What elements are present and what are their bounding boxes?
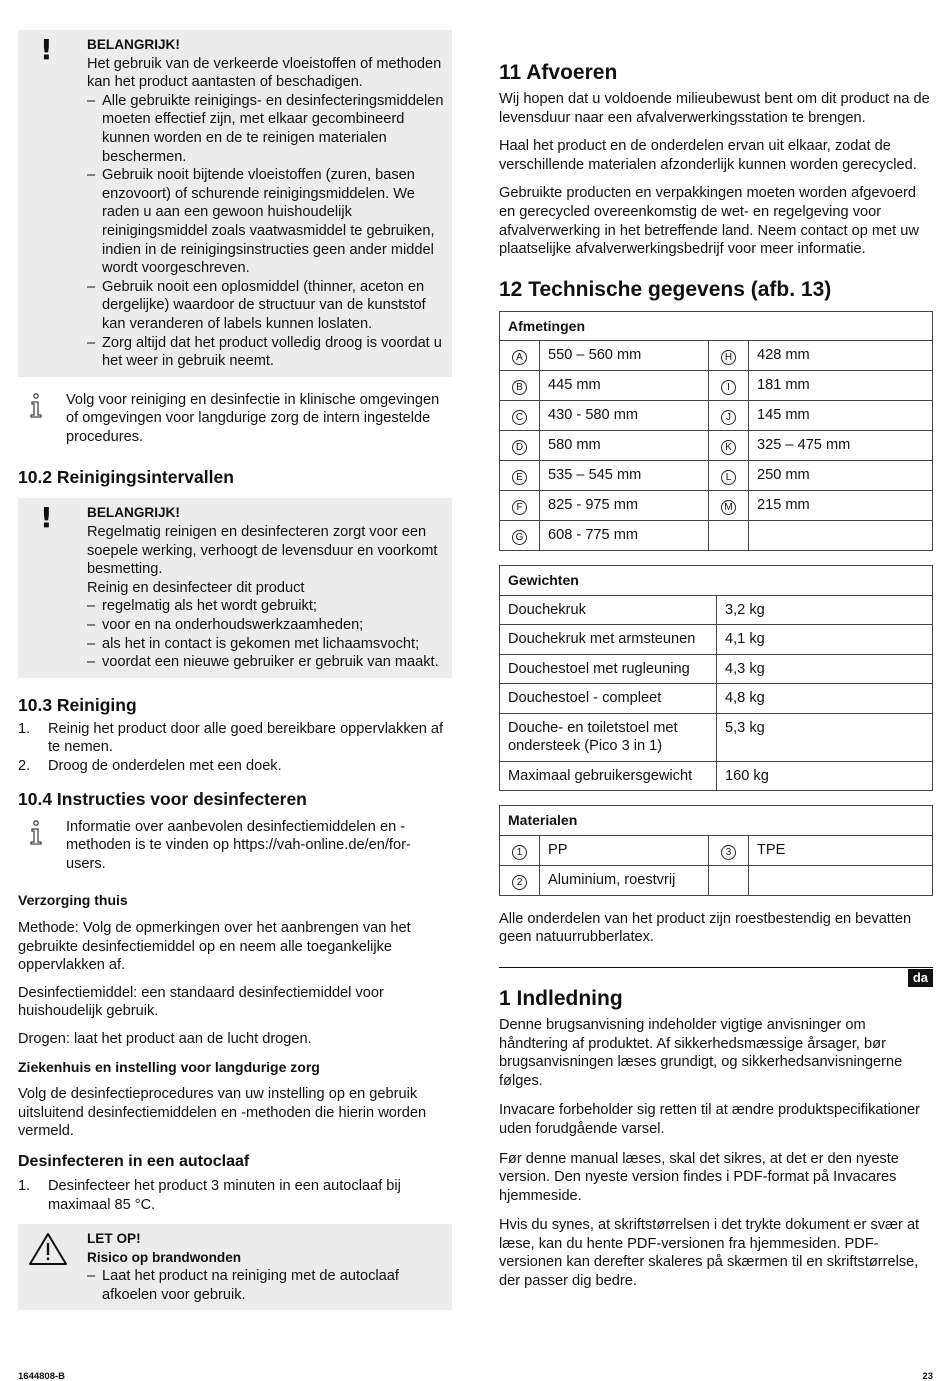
table-header: Gewichten bbox=[500, 566, 933, 596]
material-symbol bbox=[500, 865, 540, 895]
subheading-home-care: Verzorging thuis bbox=[18, 892, 128, 909]
circled-symbol: A bbox=[512, 350, 527, 365]
table-row bbox=[500, 341, 933, 371]
table-row bbox=[500, 835, 933, 865]
section-heading-12: 12 Technische gegevens (afb. 13) bbox=[499, 277, 832, 301]
weight-value: 160 kg bbox=[717, 761, 933, 791]
circled-symbol: I bbox=[721, 380, 736, 395]
paragraph: Alle onderdelen van het product zijn roestbestendig en bevatten geen natuurrubberlatex. bbox=[499, 910, 912, 946]
circled-symbol: F bbox=[512, 500, 527, 515]
weight-value: 5,3 kg bbox=[717, 713, 933, 761]
exclamation-icon: ! bbox=[40, 33, 53, 66]
caution-notice-box bbox=[18, 1224, 452, 1310]
weight-label: Maximaal gebruikersgewicht bbox=[500, 761, 717, 791]
weight-value: 3,2 kg bbox=[717, 595, 933, 625]
dimension-value: 215 mm bbox=[749, 491, 933, 521]
dimension-value: 608 - 775 mm bbox=[540, 521, 709, 551]
circled-symbol: D bbox=[512, 440, 527, 455]
material-symbol bbox=[500, 835, 540, 865]
circled-symbol: K bbox=[721, 440, 736, 455]
language-divider bbox=[499, 967, 933, 985]
weight-label: Douchestoel met rugleuning bbox=[500, 654, 717, 684]
step-item: 2. Droog de onderdelen met een doek. bbox=[18, 758, 282, 774]
dimension-symbol bbox=[709, 431, 749, 461]
dimension-symbol bbox=[709, 371, 749, 401]
table-row bbox=[500, 491, 933, 521]
section-heading-10-4: 10.4 Instructies voor desinfecteren bbox=[18, 788, 307, 809]
paragraph: Volg de desinfectieprocedures van uw instelling op en gebruik uitsluitend desinfectiemiddelen en -methoden die hierin worden vermeld. bbox=[18, 1086, 427, 1140]
circled-symbol: L bbox=[721, 470, 736, 485]
dimension-value: 250 mm bbox=[749, 461, 933, 491]
circled-symbol: B bbox=[512, 380, 527, 395]
info-text: Informatie over aanbevolen desinfectiemiddelen en -methoden is te vinden op https://vah-online.de/en/for-users. bbox=[66, 818, 411, 872]
paragraph: Hvis du synes, at skriftstørrelsen i det trykte dokument er svær at læse, kan du hente PDF-versionen fra hjemmesiden. PDF-versionen kan derefter skaleres på skærmen til en skriftstørrelse, der passer dig bedre. bbox=[499, 1217, 920, 1290]
exclamation-icon: ! bbox=[40, 501, 53, 535]
important-notice-box bbox=[18, 498, 452, 677]
language-badge: da bbox=[908, 969, 933, 987]
material-symbol bbox=[709, 865, 749, 895]
info-icon bbox=[28, 393, 44, 419]
dimension-symbol bbox=[500, 341, 540, 371]
steps-list bbox=[18, 720, 452, 776]
notice-item: – Gebruik nooit een oplosmiddel (thinner, aceton en dergelijke) waardoor de structuur van de kunststof kan veranderen of labels kunnen loslaten. bbox=[87, 278, 444, 334]
weight-label: Douchekruk met armsteunen bbox=[500, 625, 717, 655]
dimension-symbol bbox=[709, 521, 749, 551]
weight-label: Douche- en toiletstoel met ondersteek (Pico 3 in 1) bbox=[500, 713, 717, 761]
material-value: TPE bbox=[749, 835, 933, 865]
notice-item: – voordat een nieuwe gebruiker er gebruik van maakt. bbox=[87, 653, 444, 672]
table-row bbox=[500, 654, 933, 684]
notice-title: BELANGRIJK! bbox=[87, 37, 180, 52]
dimension-value: 145 mm bbox=[749, 401, 933, 431]
section-heading-10-3: 10.3 Reiniging bbox=[18, 694, 137, 715]
table-row bbox=[500, 713, 933, 761]
weight-label: Douchestoel - compleet bbox=[500, 684, 717, 714]
dimension-symbol bbox=[709, 401, 749, 431]
dimension-value: 825 - 975 mm bbox=[540, 491, 709, 521]
table-row bbox=[500, 625, 933, 655]
dimension-symbol bbox=[709, 491, 749, 521]
dimension-value: 181 mm bbox=[749, 371, 933, 401]
paragraph: Denne brugsanvisning indeholder vigtige anvisninger om håndtering af produktet. Af sikkerhedsmæssige årsager, bør brugsanvisningen læses grundigt, og sikkerhedsanvisningerne følges. bbox=[499, 1016, 903, 1089]
table-row bbox=[500, 865, 933, 895]
circled-symbol: 2 bbox=[512, 875, 527, 890]
paragraph: Invacare forbeholder sig retten til at ændre produktspecifikationer uden forudgående varsel. bbox=[499, 1102, 921, 1137]
paragraph: Gebruikte producten en verpakkingen moeten worden afgevoerd en gerecycled overeenkomstig de wet- en regelgeving voor afvalverwerking in het betreffende land. Neem contact op met uw plaatselijke afvalverwerkingsbedrijf voor meer informatie. bbox=[499, 185, 919, 258]
weight-label: Douchekruk bbox=[500, 595, 717, 625]
right-column bbox=[499, 0, 933, 1291]
notice-item: – Alle gebruikte reinigings- en desinfecteringsmiddelen moeten effectief zijn, met elkaar gecombineerd kunnen worden en de te reinigen materialen beschermen. bbox=[87, 92, 444, 166]
paragraph: Desinfectiemiddel: een standaard desinfectiemiddel voor huishoudelijk gebruik. bbox=[18, 984, 384, 1020]
dimension-value: 428 mm bbox=[749, 341, 933, 371]
circled-symbol: G bbox=[512, 530, 527, 545]
weights-table bbox=[499, 565, 933, 791]
notice-intro: Regelmatig reinigen en desinfecteren zorgt voor een soepele werking, verhoogt de levensduur en voorkomt besmetting. bbox=[87, 524, 438, 578]
material-value: Aluminium, roestvrij bbox=[540, 865, 709, 895]
circled-symbol: 1 bbox=[512, 845, 527, 860]
warning-triangle-icon bbox=[28, 1232, 68, 1266]
weight-value: 4,8 kg bbox=[717, 684, 933, 714]
paragraph: Haal het product en de onderdelen ervan uit elkaar, zodat de verschillende materialen afzonderlijk kunnen worden gerecycled. bbox=[499, 138, 917, 173]
paragraph: Methode: Volg de opmerkingen over het aanbrengen van het gebruikte desinfectiemiddel op en neem alle toegankelijke oppervlakken af. bbox=[18, 919, 411, 974]
info-note bbox=[18, 391, 452, 447]
dimension-value: 445 mm bbox=[540, 371, 709, 401]
circled-symbol: C bbox=[512, 410, 527, 425]
dimensions-table bbox=[499, 311, 933, 552]
dimension-symbol bbox=[500, 521, 540, 551]
info-text: Volg voor reiniging en desinfectie in klinische omgevingen of omgevingen voor langdurige zorg de intern ingestelde procedures. bbox=[66, 391, 440, 445]
table-header: Materialen bbox=[500, 806, 933, 836]
table-header: Afmetingen bbox=[500, 311, 933, 341]
circled-symbol: H bbox=[721, 350, 736, 365]
section-heading-10-2: 10.2 Reinigingsintervallen bbox=[18, 467, 234, 488]
dimension-symbol bbox=[709, 341, 749, 371]
table-row bbox=[500, 761, 933, 791]
circled-symbol: 3 bbox=[721, 845, 736, 860]
notice-item: – als het in contact is gekomen met lichaamsvocht; bbox=[87, 635, 444, 654]
dimension-symbol bbox=[500, 431, 540, 461]
dimension-value: 550 – 560 mm bbox=[540, 341, 709, 371]
circled-symbol: J bbox=[721, 410, 736, 425]
table-row bbox=[500, 595, 933, 625]
important-notice-box bbox=[18, 30, 452, 377]
table-row bbox=[500, 521, 933, 551]
dimension-symbol bbox=[500, 401, 540, 431]
notice-item: – regelmatig als het wordt gebruikt; bbox=[87, 597, 444, 616]
paragraph: Drogen: laat het product aan de lucht drogen. bbox=[18, 1030, 312, 1047]
notice-item: – Gebruik nooit bijtende vloeistoffen (zuren, basen enzovoort) of schurende reinigingsmiddelen. We raden u aan een gewoon huishoudelijk reinigingsmiddel zoals vaatwasmiddel te gebruiken, indien in de reinigingsinstructies geen ander middel wordt voorgeschreven. bbox=[87, 166, 444, 278]
dimension-symbol bbox=[709, 461, 749, 491]
material-value: PP bbox=[540, 835, 709, 865]
info-note bbox=[18, 818, 452, 874]
page-number: 23 bbox=[922, 1371, 933, 1381]
dimension-value bbox=[749, 521, 933, 551]
circled-symbol: E bbox=[512, 470, 527, 485]
table-row bbox=[500, 371, 933, 401]
notice-intro-2: Reinig en desinfecteer dit product bbox=[87, 579, 305, 596]
dimension-value: 535 – 545 mm bbox=[540, 461, 709, 491]
weight-value: 4,3 kg bbox=[717, 654, 933, 684]
paragraph: Før denne manual læses, skal det sikres, at det er den nyeste version. Den nyeste version findes i PDF-format på Invacares hjemmeside. bbox=[499, 1150, 899, 1204]
document-number: 1644808-B bbox=[18, 1371, 66, 1381]
subheading-autoclave: Desinfecteren in een autoclaaf bbox=[18, 1152, 250, 1170]
notice-item: – Zorg altijd dat het product volledig droog is voordat u het weer in gebruik neemt. bbox=[87, 334, 444, 371]
dimension-symbol bbox=[500, 461, 540, 491]
dimension-symbol bbox=[500, 491, 540, 521]
notice-title: BELANGRIJK! bbox=[87, 505, 180, 521]
info-icon bbox=[28, 820, 44, 846]
dimension-value: 325 – 475 mm bbox=[749, 431, 933, 461]
subheading-hospital: Ziekenhuis en instelling voor langdurige zorg bbox=[18, 1058, 320, 1075]
notice-title: LET OP! bbox=[87, 1231, 141, 1247]
material-symbol bbox=[709, 835, 749, 865]
table-row bbox=[500, 431, 933, 461]
material-value bbox=[749, 865, 933, 895]
notice-item: – voor en na onderhoudswerkzaamheden; bbox=[87, 616, 444, 635]
circled-symbol: M bbox=[721, 500, 736, 515]
left-column bbox=[18, 0, 452, 1310]
notice-item: – Laat het product na reiniging met de autoclaaf afkoelen voor gebruik. bbox=[87, 1267, 444, 1304]
weight-value: 4,1 kg bbox=[717, 625, 933, 655]
table-row bbox=[500, 684, 933, 714]
section-heading-1: 1 Indledning bbox=[499, 986, 623, 1010]
notice-intro: Het gebruik van de verkeerde vloeistoffen of methoden kan het product aantasten of beschadigen. bbox=[87, 55, 442, 91]
section-heading-11: 11 Afvoeren bbox=[499, 61, 618, 84]
table-row bbox=[500, 461, 933, 491]
paragraph: Wij hopen dat u voldoende milieubewust bent om dit product na de levensduur naar een afvalverwerkingsstation te brengen. bbox=[499, 91, 930, 126]
step-item: 1. Desinfecteer het product 3 minuten in een autoclaaf bij maximaal 85 °C. bbox=[18, 1177, 401, 1213]
materials-table bbox=[499, 805, 933, 896]
table-row bbox=[500, 401, 933, 431]
dimension-symbol bbox=[500, 371, 540, 401]
dimension-value: 580 mm bbox=[540, 431, 709, 461]
notice-subtitle: Risico op brandwonden bbox=[87, 1249, 242, 1265]
dimension-value: 430 - 580 mm bbox=[540, 401, 709, 431]
step-item: 1. Reinig het product door alle goed bereikbare oppervlakken af te nemen. bbox=[18, 720, 444, 756]
